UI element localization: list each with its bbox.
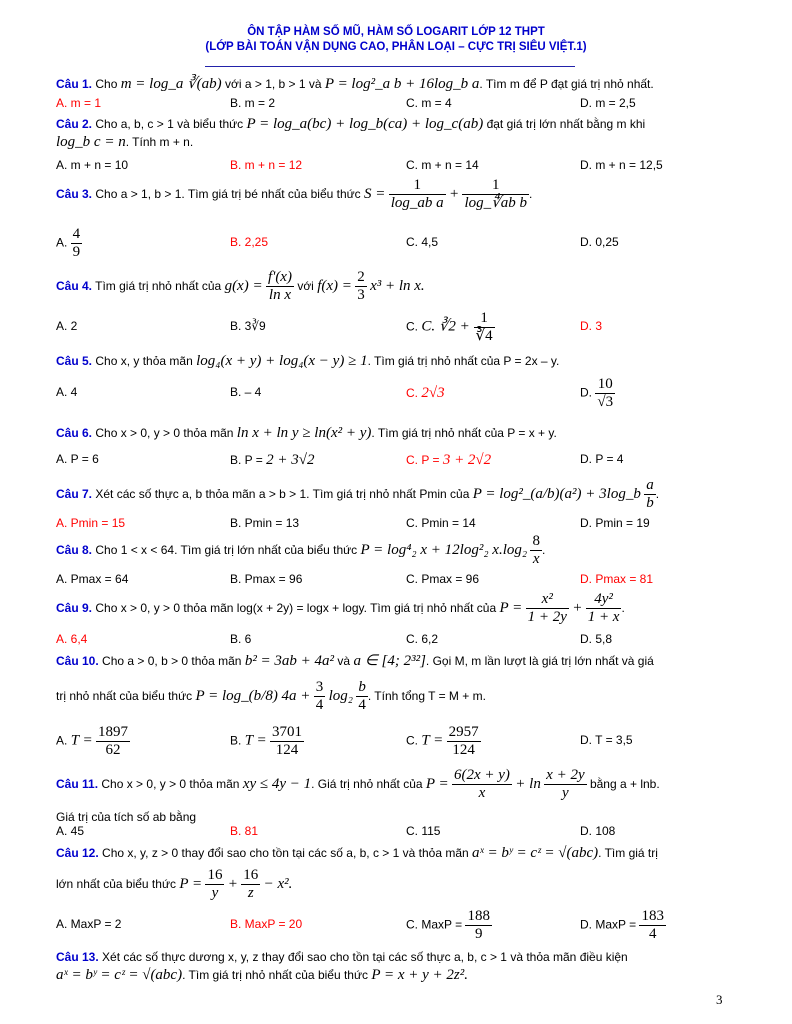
option-c: C. P = 3 + 2√2 [406,452,492,468]
question-text: Cho 1 < x < 64. Tìm giá trị lớn nhất của biểu thức [95,543,358,557]
formula: P = log²_a b + 16log_b a [324,76,480,92]
options-row [56,226,736,262]
question-9: Câu 9. Cho x > 0, y > 0 thỏa mãn log(x + 2y) = logx + logy. Tìm giá trị nhỏ nhất của P = $\frac{\text{x²}}{1 + 2y}$ + $\frac{\text{4y²}}{1 + x}$ . [56,591,625,626]
question-1 [56,75,726,93]
option-a: A. P = 6 [56,452,99,466]
question-4 [56,268,726,304]
options-row [56,908,736,944]
formula: aˣ = bʸ = cᶻ = √(abc) [472,845,599,861]
question-12-cont: lớn nhất của biểu thức P = $\frac{16}{y}$ + $\frac{16}{z}$ − x². [56,867,293,902]
option-a: A. m = 1 [56,96,102,110]
title-divider [205,66,575,67]
question-text: Cho [95,77,118,91]
formula: P = log_(b/8) 4a + [195,688,311,704]
formula: xy ≤ 4y − 1 [242,776,312,792]
option-d: D. $\frac{10}{√3}$ [580,376,614,410]
options-row [56,96,736,114]
question-label: Câu 12. [56,846,99,860]
options-row [56,632,736,650]
question-text: . Tìm m để P đạt giá trị nhỏ nhất. [479,77,654,91]
question-text: Xét các số thực a, b thỏa mãn a > b > 1. Tìm giá trị nhỏ nhất Pmin của [95,487,470,501]
question-text: trị nhỏ nhất của biểu thức [56,689,193,703]
formula: P = x + y + 2z². [371,967,469,983]
options-row [56,572,736,590]
formula: P = log⁴₂ x + 12log²₂ x.log₂ [360,542,528,558]
options-row [56,376,736,412]
formula: x³ + ln x. [370,278,425,294]
options-row [56,310,736,346]
options-row [56,452,736,470]
question-text: và [337,654,351,668]
question-text: Xét các số thực dương x, y, z thay đổi sao cho tồn tại các số thực a, b, c > 1 và thỏa mãn điều kiện [102,950,628,964]
question-text: bằng a + lnb. [589,777,660,791]
options-row [56,158,736,176]
question-text: với [297,279,314,293]
fraction: $\frac{6(2x + y)}{x}$ [454,767,510,802]
formula: log₄(x + y) + log₄(x − y) ≥ 1 [196,353,368,369]
question-text: đạt giá trị lớn nhất bằng m khi [486,117,646,131]
option-a: A. T = $\frac{1897}{62}$ [56,724,128,758]
option-d: D. Pmin = 19 [580,516,650,530]
question-label: Câu 9. [56,601,93,615]
option-d: D. Pmax = 81 [580,572,654,586]
question-text: . Tìm giá trị nhỏ nhất của P = 2x – y. [367,354,560,368]
option-d: D. 0,25 [580,235,619,249]
formula: ln x + ln y ≥ ln(x² + y) [236,425,372,441]
option-b: B. MaxP = 20 [230,917,303,931]
fraction: $\frac{b}{4}$ [358,679,366,714]
question-text: Cho x, y, z > 0 thay đổi sao cho tồn tại các số a, b, c > 1 và thỏa mãn [102,846,469,860]
question-text: Tìm giá trị nhỏ nhất của [95,279,222,293]
question-text: . Tính m + n. [125,135,194,149]
question-text: Cho a > 0, b > 0 thỏa mãn [102,654,242,668]
options-row [56,824,736,842]
option-c: C. Pmin = 14 [406,516,476,530]
option-a: A. 2 [56,319,78,333]
option-b: B. Pmax = 96 [230,572,303,586]
page-subtitle: (LỚP BÀI TOÁN VẬN DỤNG CAO, PHÂN LOẠI – CỰC TRỊ SIÊU VIỆT.1) [205,41,587,53]
formula: f(x) = [317,278,352,294]
question-6 [56,424,726,442]
question-text: Cho a, b, c > 1 và biểu thức [95,117,244,131]
fraction: $\frac{\text{x²}}{1 + 2y}$ [527,591,567,626]
question-text: Cho a > 1, b > 1. Tìm giá trị bé nhất của biểu thức [95,187,361,201]
fraction: $\frac{f'(x)}{\text{ln x}}$ [267,269,292,304]
question-label: Câu 11. [56,777,99,791]
question-text: . Giá trị nhỏ nhất của [311,777,423,791]
question-10 [56,652,726,670]
formula: P = log²_(a/b)(a²) + 3log_b [472,486,641,502]
fraction: $\frac{3}{4}$ [315,679,324,714]
question-7: Câu 7. Xét các số thực a, b thỏa mãn a > b > 1. Tìm giá trị nhỏ nhất Pmin của P = log²_(a/b)(a²) + 3log_b $\frac{a}{b}$ . [56,477,660,512]
question-label: Câu 6. [56,426,93,440]
fraction: $\frac{x + 2y}{y}$ [546,767,585,802]
option-c: C. 2√3 [406,385,445,401]
question-text: . Tìm giá trị nhỏ nhất của biểu thức [182,968,369,982]
question-text: với a > 1, b > 1 và [224,77,322,91]
question-label: Câu 5. [56,354,93,368]
option-d: D. T = 3,5 [580,733,633,747]
formula: a ∈ [4; 2³²] [353,653,426,669]
option-b: B. 6 [230,632,252,646]
question-label: Câu 8. [56,543,93,557]
option-a: A. MaxP = 2 [56,917,122,931]
option-a: A. Pmax = 64 [56,572,129,586]
option-a: A. m + n = 10 [56,158,129,172]
fraction: $\frac{16}{y}$ [207,867,223,902]
question-11 [56,766,726,802]
formula: P = [179,876,203,892]
question-label: Câu 3. [56,187,93,201]
question-5 [56,352,726,370]
option-a: A. $\frac{4}{9}$ [56,226,81,260]
option-c: C. Pmax = 96 [406,572,480,586]
fraction: $\frac{a}{b}$ [646,477,654,512]
question-label: Câu 10. [56,654,99,668]
option-d: D. m + n = 12,5 [580,158,663,172]
fraction: $\frac{16}{z}$ [243,867,259,902]
question-8: Câu 8. Cho 1 < x < 64. Tìm giá trị lớn nhất của biểu thức P = log⁴₂ x + 12log²₂ x.log₂ $\frac{8}{x}$ . [56,533,546,568]
question-text: Cho x > 0, y > 0 thỏa mãn [95,426,234,440]
page-number: 3 [716,992,723,1007]
question-12 [56,844,726,862]
formula: P = log_a(bc) + log_b(ca) + log_c(ab) [246,116,484,132]
option-d: D. MaxP = $\frac{183}{4}$ [580,908,664,942]
formula: log₂ [328,688,354,704]
question-text: Cho x > 0, y > 0 thỏa mãn [101,777,240,791]
option-b: B. 3∛9 [230,319,266,333]
option-d: D. 5,8 [580,632,613,646]
formula: log_b c = n [56,134,126,150]
option-a: A. 6,4 [56,632,88,646]
question-label: Câu 7. [56,487,93,501]
option-c: C. m = 4 [406,96,452,110]
formula: S = [364,186,386,202]
page-title: ÔN TẬP HÀM SỐ MŨ, HÀM SỐ LOGARIT LỚP 12 THPT [247,26,545,38]
question-label: Câu 1. [56,77,93,91]
question-text: . Tính tổng T = M + m. [367,689,486,703]
option-c: C. MaxP = $\frac{188}{9}$ [406,908,490,942]
question-label: Câu 4. [56,279,93,293]
option-b: B. Pmin = 13 [230,516,300,530]
options-row [56,724,736,760]
question-text: lớn nhất của biểu thức [56,877,176,891]
option-a: A. 4 [56,385,78,399]
fraction: $\frac{1}{\text{log\_ab a}}$ [390,177,444,212]
option-d: D. 3 [580,319,603,333]
option-d: D. 108 [580,824,616,838]
question-text: . Tìm giá trị [598,846,658,860]
option-b: B. – 4 [230,385,262,399]
option-b: B. 2,25 [230,235,269,249]
option-a: A. 45 [56,824,85,838]
option-b: B. m + n = 12 [230,158,303,172]
fraction: $\frac{8}{x}$ [532,533,540,568]
question-text: . Gọi M, m lần lượt là giá trị lớn nhất và giá [425,654,654,668]
fraction: $\frac{1}{\text{log\_∜ab b}}$ [464,177,527,212]
option-b: B. P = 2 + 3√2 [230,452,315,468]
question-label: Câu 2. [56,117,93,131]
question-text: Giá trị của tích số ab bằng [56,810,197,824]
fraction: $\frac{\text{4y²}}{1 + x}$ [587,591,620,626]
option-b: B. 81 [230,824,259,838]
formula: m = log_a ∛(ab) [120,76,222,92]
option-b: B. m = 2 [230,96,276,110]
option-d: D. P = 4 [580,452,624,466]
formula: aˣ = bʸ = cᶻ = √(abc) [56,967,183,983]
question-13 [56,948,746,984]
formula: g(x) = [224,278,263,294]
formula: P = [425,776,449,792]
formula: − x². [263,876,293,892]
question-10-cont [56,678,726,714]
option-c: C. T = $\frac{2957}{124}$ [406,724,479,758]
formula: P = [499,600,523,616]
question-label: Câu 13. [56,950,99,964]
option-c: C. 115 [406,824,441,838]
formula: b² = 3ab + 4a² [244,653,335,669]
fraction: $\frac{2}{3}$ [357,269,365,304]
option-a: A. Pmin = 15 [56,516,126,530]
option-b: B. T = $\frac{3701}{124}$ [230,724,302,758]
option-d: D. m = 2,5 [580,96,636,110]
formula: + ln [515,776,541,792]
option-c: C. m + n = 14 [406,158,479,172]
question-text: . Tìm giá trị nhỏ nhất của P = x + y. [371,426,557,440]
option-c: C. 6,2 [406,632,439,646]
option-c: C. 4,5 [406,235,439,249]
question-2 [56,115,726,151]
question-text: Cho x > 0, y > 0 thỏa mãn log(x + 2y) = logx + logy. Tìm giá trị nhỏ nhất của [95,601,497,615]
question-text: Cho x, y thỏa mãn [95,354,193,368]
question-3: Câu 3. Cho a > 1, b > 1. Tìm giá trị bé nhất của biểu thức S = $\frac{1}{\text{log\_ab a}}$ + $\frac{1}{\text{log\_∜ab b}}$ . [56,177,533,212]
option-c: C. C. ∛2 + $\frac{1}{∛4}$ [406,310,493,344]
